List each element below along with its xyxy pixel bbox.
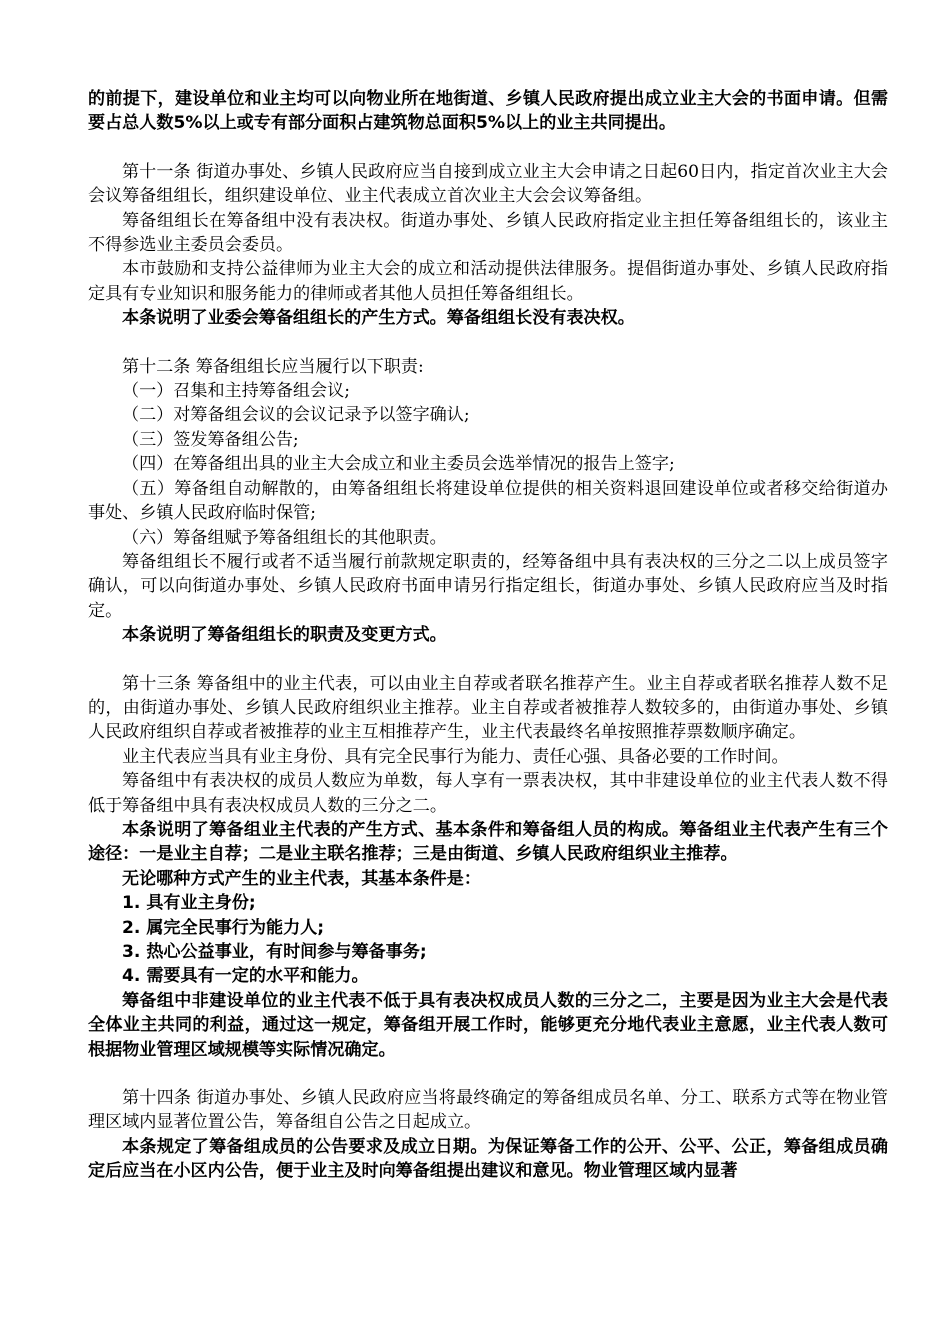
article-12-paragraph-1: 第十二条 筹备组组长应当履行以下职责: (122, 356, 424, 377)
article-13-note-1: 本条说明了筹备组业主代表的产生方式、基本条件和筹备组人员的构成。筹备组业主代表产生有三个途径：一是业主自荐；二是业主联名推荐；三是由街道、乡镇人民政府组织业主推荐。 (88, 819, 888, 865)
article-13-list-item: 3. 热心公益事业，有时间参与筹备事务; (122, 942, 427, 962)
spacer (88, 331, 888, 355)
article-13-paragraph-3: 筹备组中有表决权的成员人数应为单数，每人享有一票表决权，其中非建设单位的业主代表人数不得低于筹备组中具有表决权成员人数的三分之二。 (88, 771, 888, 816)
article-12-note: 本条说明了筹备组组长的职责及变更方式。 (122, 625, 447, 646)
article-12-item: （六）筹备组赋予筹备组组长的其他职责。 (122, 527, 447, 548)
article-12-item: （四）在筹备组出具的业主大会成立和业主委员会选举情况的报告上签字; (122, 454, 675, 475)
article-11-note: 本条说明了业委会筹备组组长的产生方式。筹备组组长没有表决权。 (122, 308, 635, 329)
article-12-item: （二）对筹备组会议的会议记录予以签字确认; (122, 405, 470, 426)
article-13-paragraph-2: 业主代表应当具有业主身份、具有完全民事行为能力、责任心强、具备必要的工作时间。 (122, 746, 789, 767)
article-11-paragraph-1: 第十一条 街道办事处、乡镇人民政府应当自接到成立业主大会申请之日起60日内，指定首次业主大会会议筹备组组长，组织建设单位、业主代表成立首次业主大会会议筹备组。 (88, 161, 888, 207)
article-13-note-2: 无论哪种方式产生的业主代表，其基本条件是： (122, 868, 481, 889)
article-13-list-item: 4. 需要具有一定的水平和能力。 (122, 966, 369, 987)
article-14-note: 本条规定了筹备组成员的公告要求及成立日期。为保证筹备工作的公开、公平、公正，筹备组成员确定后应当在小区内公告，便于业主及时向筹备组提出建议和意见。物业管理区域内显著 (88, 1136, 888, 1182)
article-12-item: （五）筹备组自动解散的，由筹备组组长将建设单位提供的相关资料退回建设单位或者移交给街道办事处、乡镇人民政府临时保管; (88, 478, 888, 524)
article-13-list-item: 2. 属完全民事行为能力人; (122, 917, 325, 938)
article-12-paragraph-2: 筹备组组长不履行或者不适当履行前款规定职责的，经筹备组中具有表决权的三分之二以上成员签字确认，可以向街道办事处、乡镇人民政府书面申请另行指定组长，街道办事处、乡镇人民政府应当及时指定。 (88, 551, 888, 621)
spacer (88, 1062, 888, 1086)
article-11-paragraph-2: 筹备组组长在筹备组中没有表决权。街道办事处、乡镇人民政府指定业主担任筹备组组长的，该业主不得参选业主委员会委员。 (88, 210, 888, 256)
article-11-paragraph-3: 本市鼓励和支持公益律师为业主大会的成立和活动提供法律服务。提倡街道办事处、乡镇人民政府指定具有专业知识和服务能力的律师或者其他人员担任筹备组组长。 (88, 259, 888, 304)
spacer (88, 648, 888, 672)
intro-paragraph: 的前提下，建设单位和业主均可以向物业所在地街道、乡镇人民政府提出成立业主大会的书面申请。但需要占总人数5%以上或专有部分面积占建筑物总面积5%以上的业主共同提出。 (88, 89, 888, 134)
article-13-list-item: 1. 具有业主身份; (122, 893, 256, 914)
article-12-item: （三）签发筹备组公告; (122, 429, 299, 450)
article-13-note-3: 筹备组中非建设单位的业主代表不低于具有表决权成员人数的三分之二，主要是因为业主大会是代表全体业主共同的利益，通过这一规定，筹备组开展工作时，能够更充分地代表业主意愿，业主代表人数可根据物业管理区域规模等实际情况确定。 (88, 990, 888, 1060)
article-12-item: （一）召集和主持筹备组会议; (122, 381, 350, 402)
article-14-paragraph-1: 第十四条 街道办事处、乡镇人民政府应当将最终确定的筹备组成员名单、分工、联系方式等在物业管理区域内显著位置公告，筹备组自公告之日起成立。 (88, 1088, 888, 1133)
document-page (88, 87, 888, 1184)
article-13-paragraph-1: 第十三条 筹备组中的业主代表，可以由业主自荐或者联名推荐产生。业主自荐或者联名推荐人数不足的，由街道办事处、乡镇人民政府组织业主推荐。业主自荐或者被推荐人数较多的，由街道办事处、乡镇人民政府组织自荐或者被推荐的业主互相推荐产生，业主代表最终名单按照推荐票数顺序确定。 (88, 673, 888, 743)
spacer (88, 136, 888, 160)
